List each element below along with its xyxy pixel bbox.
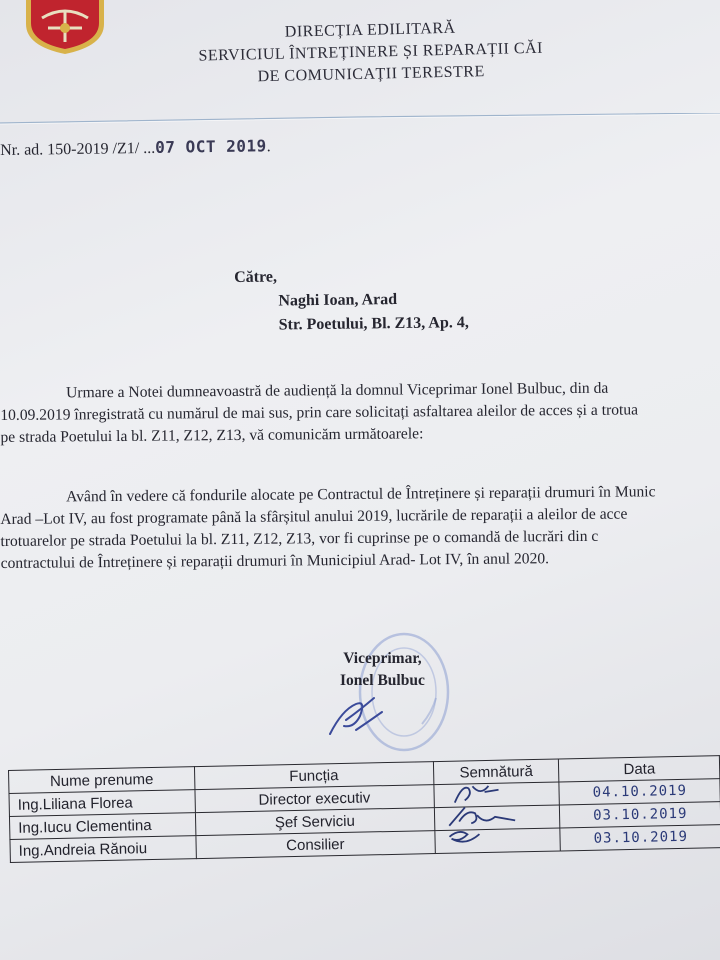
approval-table: [8, 755, 720, 863]
row-name: Ing.Liliana Florea: [9, 790, 195, 817]
paragraph-line: Arad –Lot IV, au fost programate până la sfârșitul anului 2019, lucrările de reparații a aleilor de acce: [0, 505, 628, 528]
signatory-name: Ionel Bulbuc: [340, 672, 425, 689]
signatory-title: Viceprimar,: [343, 650, 422, 667]
paragraph-line: Urmare a Notei dumneavoastră de audiență la domnul Viceprimar Ionel Bulbuc, din da: [66, 379, 609, 402]
row-role: Consilier: [196, 831, 435, 859]
paragraph-request: [0, 377, 638, 449]
paragraph-line: trotuarelor pe strada Poetului la bl. Z11, Z12, Z13, vor fi cuprinse pe o comandă de lucrări din c: [0, 527, 599, 550]
header-cell-date: Data: [559, 756, 720, 782]
header-cell-name: Nume prenume: [9, 767, 195, 794]
handwritten-signature-icon: [445, 826, 505, 851]
paragraph-response: [0, 481, 656, 575]
row-date: 03.10.2019: [560, 825, 720, 851]
header-line-service: SERVICIUL ÎNTREȚINERE ȘI REPARAȚII CĂI: [198, 39, 544, 65]
paragraph-line: 10.09.2019 înregistrată cu numărul de mai sus, prin care solicitați asfaltarea aleilor de acces și a trotua: [0, 401, 639, 424]
signatory-block: [340, 648, 425, 692]
row-role: Şef Serviciu: [195, 808, 434, 836]
addressee-block: [234, 263, 469, 338]
handwritten-date: 07 OCT 2019: [155, 136, 267, 157]
row-name: Ing.Andreia Rănoiu: [10, 836, 196, 863]
row-date: 04.10.2019: [559, 779, 720, 805]
addressee-to: Către,: [234, 268, 278, 286]
addressee-name: Naghi Ioan, Arad: [278, 291, 398, 310]
row-role: Director executiv: [195, 785, 434, 813]
header-line-department: DE COMUNICAȚII TERESTRE: [257, 63, 485, 86]
row-date: 03.10.2019: [560, 802, 720, 828]
reference-suffix: .: [266, 138, 271, 156]
addressee-street: Str. Poetului, Bl. Z13, Ap. 4,: [278, 314, 469, 334]
paragraph-line: contractului de Întreținere și reparații drumuri în Municipiul Arad- Lot IV, în anul 2020.: [0, 550, 550, 572]
arad-coat-of-arms-icon: [22, 0, 108, 54]
row-name: Ing.Iucu Clementina: [9, 813, 195, 840]
signature-icon: [326, 690, 386, 740]
header-cell-signature: Semnătură: [433, 759, 559, 785]
institution-header: [180, 15, 561, 90]
paper-fold-line: [0, 113, 720, 125]
header-line-direction: DIRECȚIA EDILITARĂ: [284, 19, 456, 41]
header-cell-role: Funcția: [194, 762, 433, 790]
row-signature: [434, 828, 560, 854]
reference-number: [0, 136, 271, 160]
paragraph-line: pe strada Poetului la bl. Z11, Z12, Z13, vă comunicăm următoarele:: [0, 425, 424, 446]
paragraph-line: Având în vedere că fondurile alocate pe Contractul de Întreținere și reparații drumuri în Munic: [66, 483, 656, 506]
reference-prefix: Nr. ad. 150-2019 /Z1/ ...: [0, 139, 156, 159]
